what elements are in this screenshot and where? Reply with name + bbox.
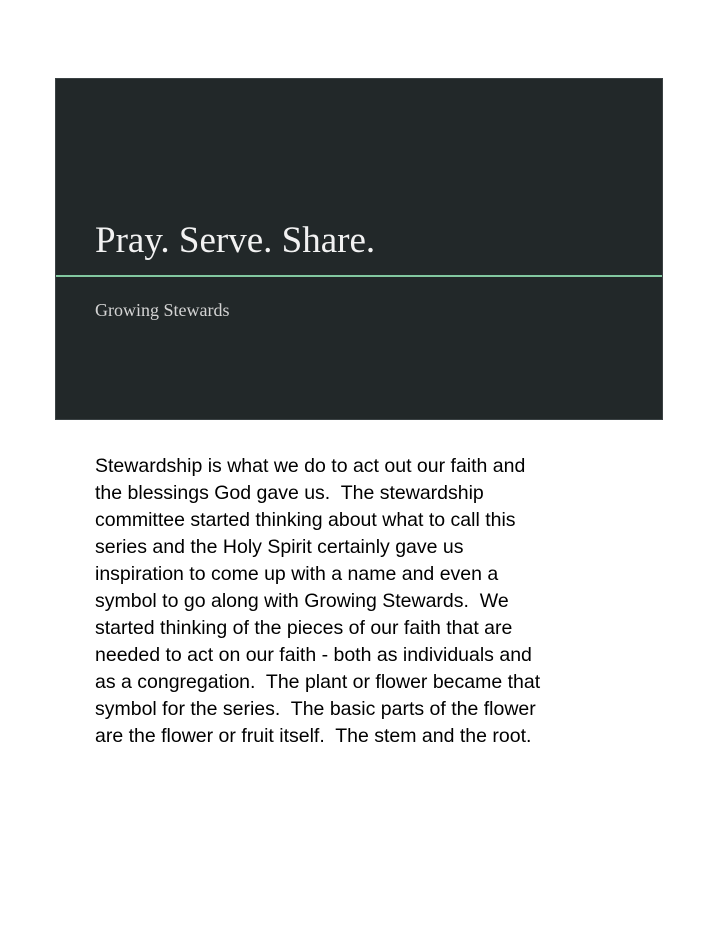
slide-subtitle: Growing Stewards [95, 300, 230, 320]
notes-line: needed to act on our faith - both as individuals and [95, 644, 532, 666]
notes-line: the blessings God gave us. The stewardship [95, 482, 484, 504]
notes-line: symbol for the series. The basic parts of the flower [95, 698, 536, 720]
slide-title: Pray. Serve. Share. [95, 220, 376, 261]
notes-line: Stewardship is what we do to act out our faith and [95, 455, 526, 477]
notes-line: as a congregation. The plant or flower became that [95, 671, 541, 693]
title-divider [56, 275, 662, 277]
notes-line: are the flower or fruit itself. The stem and the root. [95, 725, 532, 747]
slide-thumbnail [55, 78, 663, 420]
notes-line: committee started thinking about what to call this [95, 509, 516, 531]
notes-line: symbol to go along with Growing Stewards. We [95, 590, 509, 612]
notes-line: started thinking of the pieces of our faith that are [95, 617, 513, 639]
speaker-notes [95, 453, 630, 750]
notes-line: inspiration to come up with a name and even a [95, 563, 499, 585]
notes-line: series and the Holy Spirit certainly gave us [95, 536, 464, 558]
